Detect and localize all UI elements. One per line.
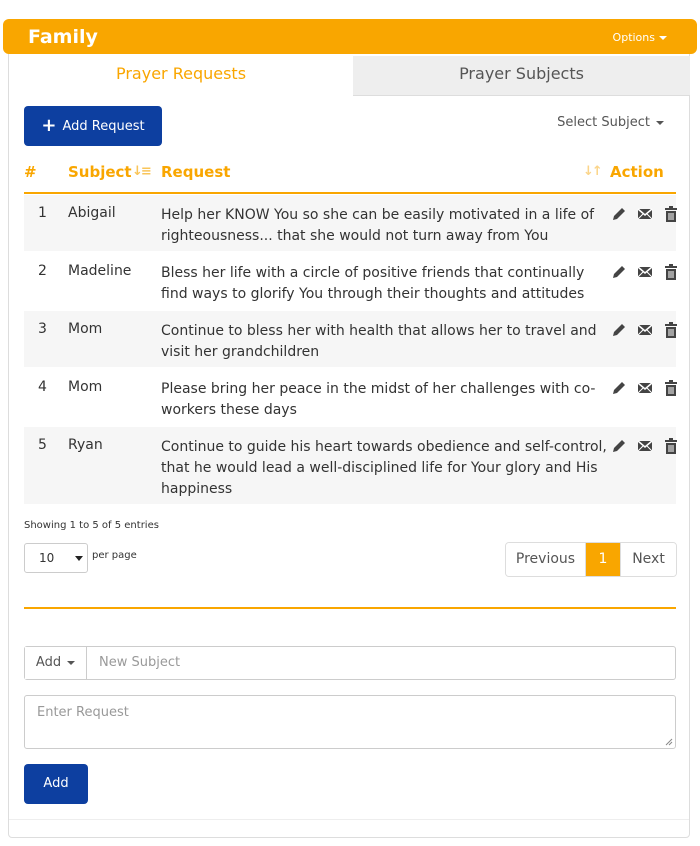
page-1-button[interactable]: 1	[586, 543, 620, 576]
row-number: 1	[38, 205, 47, 221]
add-request-label: Add Request	[62, 118, 145, 134]
add-request-button[interactable]	[24, 106, 162, 146]
row-request: Bless her life with a circle of positive friends that continually find ways to glorify You through their thoughts and attitudes	[161, 265, 585, 302]
row-subject: Mom	[68, 321, 103, 337]
panel-header	[3, 19, 697, 54]
row-number: 2	[38, 263, 47, 279]
envelope-icon[interactable]	[636, 437, 654, 455]
row-request: Continue to guide his heart towards obedience and self-control, that he would lead a well-disciplined life for Your glory and His happiness	[161, 439, 607, 497]
request-textarea[interactable]	[24, 695, 676, 749]
trash-icon[interactable]	[662, 205, 680, 223]
tab-prayer-subjects[interactable]: Prayer Subjects	[353, 56, 690, 96]
panel-footer-divider	[9, 819, 689, 820]
add-dropdown-button[interactable]	[25, 647, 87, 679]
pencil-icon[interactable]	[610, 205, 628, 223]
caret-down-icon	[659, 36, 667, 40]
next-page-button[interactable]: Next	[620, 543, 676, 576]
per-page-value: 10	[39, 551, 55, 565]
options-label: Options	[612, 31, 655, 44]
row-actions	[610, 321, 680, 339]
row-number: 3	[38, 321, 47, 337]
resize-grip-icon[interactable]	[665, 738, 673, 746]
table-row	[24, 311, 676, 367]
form-divider	[24, 607, 676, 609]
request-placeholder: Enter Request	[37, 705, 129, 720]
row-subject: Mom	[68, 379, 103, 395]
row-request: Continue to bless her with health that allows her to travel and visit her grandchildren	[161, 323, 597, 360]
row-number: 4	[38, 379, 47, 395]
pagination	[505, 542, 677, 577]
caret-down-icon	[67, 661, 75, 665]
row-subject: Madeline	[68, 263, 132, 279]
per-page-label: per page	[92, 550, 137, 561]
row-subject: Abigail	[68, 205, 116, 221]
row-request: Help her KNOW You so she can be easily motivated in a life of righteousness... that she would not turn away from You	[161, 207, 595, 244]
add-dropdown-label: Add	[35, 655, 62, 670]
panel-title: Family	[28, 26, 98, 48]
caret-down-icon	[75, 556, 83, 561]
previous-page-button[interactable]: Previous	[506, 543, 586, 576]
options-dropdown[interactable]	[613, 31, 667, 44]
entries-info: Showing 1 to 5 of 5 entries	[24, 520, 159, 531]
new-subject-group	[24, 646, 676, 680]
envelope-icon[interactable]	[636, 321, 654, 339]
column-header-number[interactable]: #	[24, 163, 37, 181]
pencil-icon[interactable]	[610, 379, 628, 397]
per-page-select[interactable]	[24, 543, 88, 573]
trash-icon[interactable]	[662, 263, 680, 281]
row-actions	[610, 205, 680, 223]
table-row	[24, 427, 676, 504]
row-subject: Ryan	[68, 437, 103, 453]
plus-icon: +	[41, 115, 57, 136]
column-header-subject[interactable]: Subject	[68, 163, 132, 181]
pencil-icon[interactable]	[610, 263, 628, 281]
pencil-icon[interactable]	[610, 321, 628, 339]
row-actions	[610, 437, 680, 455]
row-number: 5	[38, 437, 47, 453]
trash-icon[interactable]	[662, 379, 680, 397]
new-subject-input[interactable]: New Subject	[99, 655, 181, 670]
select-subject-dropdown[interactable]	[557, 115, 664, 130]
trash-icon[interactable]	[662, 321, 680, 339]
sort-icon[interactable]: ↓↑	[583, 164, 601, 179]
row-actions	[610, 263, 680, 281]
tab-prayer-requests[interactable]: Prayer Requests	[9, 56, 353, 96]
row-request: Please bring her peace in the midst of her challenges with co-workers these days	[161, 381, 596, 418]
sort-desc-icon[interactable]: ↓≡	[132, 164, 150, 179]
add-button[interactable]: Add	[24, 764, 88, 804]
table-row	[24, 369, 676, 425]
table-row	[24, 195, 676, 251]
column-header-request[interactable]: Request	[161, 163, 231, 181]
column-header-action: Action	[610, 163, 664, 181]
envelope-icon[interactable]	[636, 205, 654, 223]
caret-down-icon	[656, 121, 664, 125]
row-actions	[610, 379, 680, 397]
table-row	[24, 253, 676, 309]
envelope-icon[interactable]	[636, 263, 654, 281]
envelope-icon[interactable]	[636, 379, 654, 397]
table-header-divider	[24, 192, 676, 194]
select-subject-label: Select Subject	[557, 115, 650, 130]
trash-icon[interactable]	[662, 437, 680, 455]
pencil-icon[interactable]	[610, 437, 628, 455]
